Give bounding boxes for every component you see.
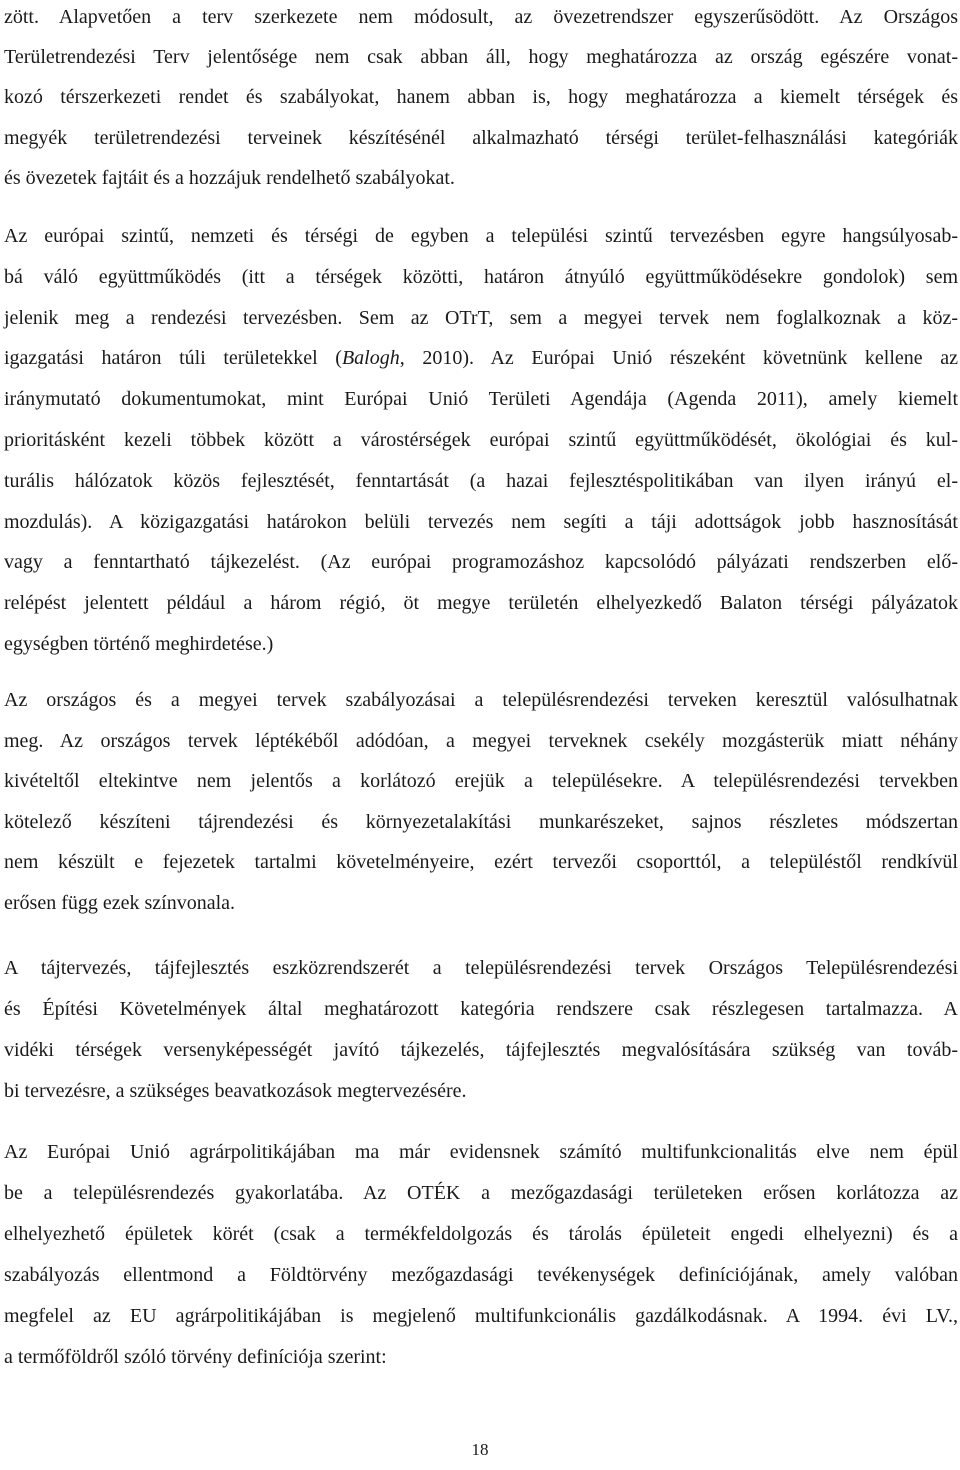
- text-line: megyék területrendezési terveinek készítésénél alkalmazható térségi terület-felhasználási kategóriák: [4, 126, 958, 149]
- text-line: szabályozás ellentmond a Földtörvény mezőgazdasági tevékenységek definíciójának, amely valóban: [4, 1264, 958, 1286]
- text-line: vidéki térségek versenyképességét javító tájkezelés, tájfejlesztés megvalósítására szükség van továb-: [4, 1039, 958, 1061]
- text-line: turális hálózatok közös fejlesztését, fenntartását (a hazai fejlesztéspolitikában van ilyen irányú el-: [4, 469, 958, 492]
- paragraph-5: [4, 1132, 958, 1378]
- text-line: bi tervezésre, a szükséges beavatkozások megtervezésére.: [4, 1080, 467, 1102]
- text-line: zött. Alapvetően a terv szerkezete nem módosult, az övezetrendszer egyszerűsödött. Az Országos: [4, 6, 958, 28]
- text-line: és övezetek fajtáit és a hozzájuk rendelhető szabályokat.: [4, 166, 455, 189]
- text-line: és Építési Követelmények által meghatározott kategória rendszere csak részlegesen tartalmazza. A: [4, 998, 958, 1020]
- text-line: nem készült e fejezetek tartalmi követelményeire, ezért tervezői csoporttól, a településtől rendkívül: [4, 851, 958, 873]
- paragraph-3: [4, 680, 958, 923]
- text-line: bá váló együttműködés (itt a térségek közötti, határon átnyúló együttműködésekre gondolok) sem: [4, 265, 958, 288]
- citation-author: Balogh: [341, 347, 400, 370]
- text-line: Az Európai Unió agrárpolitikájában ma már evidensnek számító multifunkcionalitás elve nem épül: [4, 1141, 958, 1163]
- text-line: jelenik meg a rendezési tervezésben. Sem az OTrT, sem a megyei tervek nem foglalkoznak a köz-: [4, 306, 958, 329]
- text-line: mozdulás). A közigazgatási határokon belüli tervezés nem segíti a táji adottságok jobb hasznosítását: [4, 510, 958, 533]
- text-line: be a településrendezés gyakorlatába. Az OTÉK a mezőgazdasági területeken erősen korlátozza az: [4, 1182, 958, 1204]
- text-line: a termőföldről szóló törvény definíciója szerint:: [4, 1346, 387, 1368]
- text-line: kötelező készíteni tájrendezési és környezetalakítási munkarészeket, sajnos részletes módszertan: [4, 810, 958, 833]
- text-line: iránymutató dokumentumokat, mint Európai Unió Területi Agendája (Agenda 2011), amely kiemelt: [4, 388, 958, 411]
- text-line: kozó térszerkezeti rendet és szabályokat, hanem abban is, hogy meghatározza a kiemelt térségek és: [4, 86, 958, 109]
- text-line: prioritásként kezeli többek között a várostérségek európai szintű együttműködését, ökológiai és kul-: [4, 428, 958, 451]
- text-line: A tájtervezés, tájfejlesztés eszközrendszerét a településrendezési tervek Országos Településrendezési: [4, 957, 958, 979]
- text-line: erősen függ ezek színvonala.: [4, 891, 236, 914]
- text-line: relépést jelentett például a három régió, öt megye területén elhelyezkedő Balaton térségi pályázatok: [4, 592, 958, 615]
- text-line: igazgatási határon túli területekkel (Balogh, 2010). Az Európai Unió részeként követnünk kellene az: [4, 347, 958, 370]
- text-line: vagy a fenntartható tájkezelést. (Az európai programozáshoz kapcsolódó pályázati rendszerben elő-: [4, 551, 958, 574]
- paragraph-4: [4, 948, 958, 1112]
- text-line: egységben történő meghirdetése.): [4, 632, 274, 655]
- text-line: megfelel az EU agrárpolitikájában is megjelenő multifunkcionális gazdálkodásnak. A 1994. évi LV.,: [4, 1305, 958, 1327]
- text-line: Az országos és a megyei tervek szabályozásai a településrendezési terveken keresztül valósulhatnak: [4, 689, 958, 711]
- text-line: Területrendezési Terv jelentősége nem csak abban áll, hogy meghatározza az ország egészére vonat-: [4, 46, 958, 69]
- text-line: meg. Az országos tervek léptékéből adódóan, a megyei terveknek csekély mozgásterük miatt néhány: [4, 729, 958, 752]
- paragraph-1: [4, 0, 958, 198]
- text-line: kivételtől eltekintve nem jelentős a korlátozó erejük a településekre. A településrendezési tervekben: [4, 770, 958, 792]
- text-line: Az európai szintű, nemzeti és térségi de egyben a települési szintű tervezésben egyre hangsúlyosab-: [4, 225, 958, 247]
- text-line: elhelyezhető épületek körét (csak a termékfeldolgozás és tárolás épületeit engedi elhelyezni) és a: [4, 1223, 958, 1245]
- page-number: 18: [471, 1440, 489, 1459]
- paragraph-2: [4, 216, 958, 665]
